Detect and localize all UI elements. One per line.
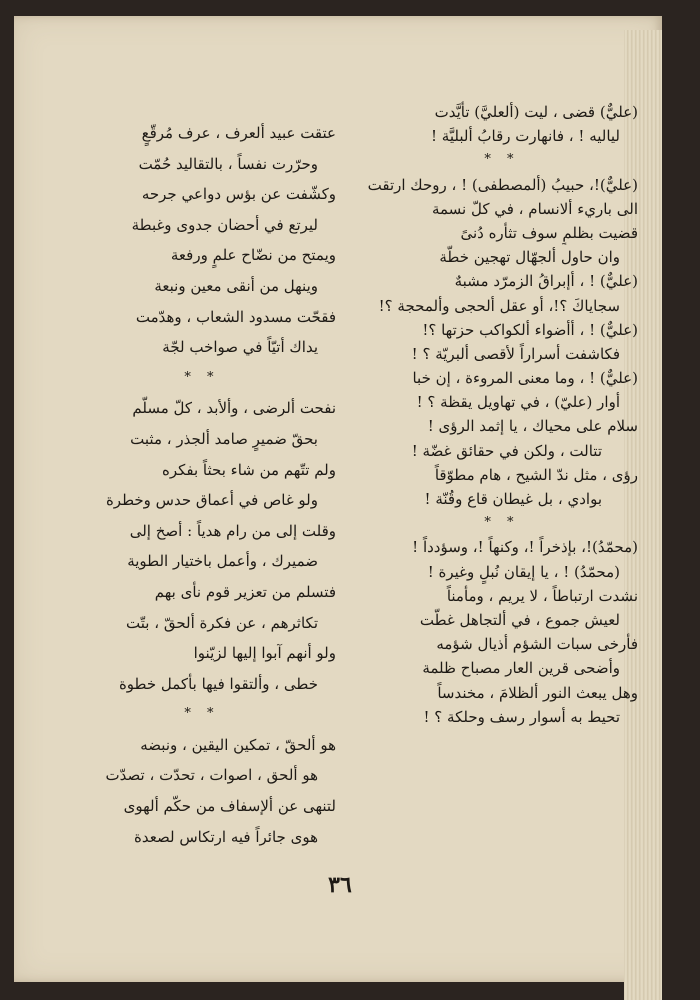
verse-line: فقحّت مسدود الشعاب ، وهدّمت: [135, 307, 336, 326]
verse-line: هوى جائراً فيه ارتكاس لصعدة: [134, 827, 318, 846]
verse-line: وهل يبعث النور ألظلامَ ، مخندساً: [437, 683, 638, 702]
verse-line: ليرتع في أحضان جدوى وغبطة: [131, 215, 318, 234]
verse-line: عتقت عبيد ألعرف ، عرف مُرقّعٍ: [141, 124, 336, 142]
verse-line: (عليٌّ) ! ، وما معنى المروءة ، إن خبا: [412, 369, 638, 388]
verse-line: وينهل من أنقى معين ونبعة: [154, 276, 318, 295]
left-column: [68, 118, 336, 852]
verse-line: أوار (عليّ) ، في تهاويل يقظة ؟ !: [416, 393, 620, 412]
verse-line: هو ألحقّ ، تمكين اليقين ، ونبضه: [140, 735, 336, 754]
verse-line: ضميرك ، وأعمل باختيار الطوية: [127, 552, 318, 571]
verse-line: (عليٌّ) ! ، أأضواء ألكواكب حزتها ؟!: [422, 320, 638, 339]
verse-line: (عليٌّ) ! ، أإبراقُ الزمرّد مشبهٌ: [454, 272, 638, 291]
verse-line: لتنهى عن ألإسفاف من حكّم ألهوى: [123, 797, 336, 816]
verse-line: لعيش جموع ، في ألتجاهل غطّت: [419, 610, 620, 629]
verse-line: هو ألحق ، اصوات ، تحدّت ، تصدّت: [105, 766, 318, 785]
verse-line: تتالت ، ولكن في حقائق غضّة !: [411, 441, 602, 460]
verse-line: نشدت ارتباطاً ، لا يريم ، ومأمناً: [446, 586, 638, 605]
verse-line: يداك أتيّاً في صواخب لجّة: [162, 338, 318, 357]
verse-line: لياليه ! ، فانهارت رقابُ ألبليَّة !: [431, 127, 620, 146]
verse-line: تحيط به أسوار رسف وحلكة ؟ !: [423, 707, 620, 726]
verse-line: ولو أنهم آبوا إليها لزيّنوا: [193, 644, 336, 663]
verse-line: ويمتح من نضّاح علمٍ ورفعة: [170, 246, 336, 265]
verse-line: وأضحى قرين العار مصباح ظلمة: [422, 659, 620, 678]
verse-line: فأرخى سبات الشؤم أذيال شؤمه: [436, 635, 638, 654]
verse-line: سلام على محياك ، يا إثمد الرؤى !: [427, 417, 638, 436]
verse-line: وقلت إلى من رام هدياً : أصخ إلى: [129, 521, 336, 540]
page-number: ٣٦: [328, 872, 352, 898]
verse-line: بحقّ ضميرٍ صامد ألجذر ، مثبت: [130, 429, 318, 448]
verse-line: ولو غاص في أعماق حدس وخطرة: [105, 491, 318, 510]
verse-line: تكاثرهم ، عن فكرة ألحقّ ، بتّت: [126, 613, 318, 632]
verse-line: وحرّرت نفساً ، بالتقاليد حُمّت: [138, 154, 318, 173]
section-divider: * *: [184, 706, 220, 722]
verse-line: الى باريء ألانسام ، في كلّ نسمة: [431, 199, 638, 218]
verse-line: بوادي ، بل غيطان قاع وقُنّة !: [424, 490, 602, 508]
verse-line: رؤى ، مثل ندّ الشيح ، هام مطوّقاً: [434, 465, 638, 484]
verse-line: (محمّدُ)!، بإذخراً !، وكنهاً !، وسؤدداً !: [412, 538, 638, 557]
verse-line: (عليٌّ)!، حبيبُ (ألمصطفى) ! ، روحك ارتقت: [367, 175, 638, 194]
section-divider: * *: [184, 369, 220, 385]
verse-line: نفحت ألرضى ، وألأبد ، كلّ مسلّم: [132, 399, 336, 418]
verse-line: ولم تتّهم من شاء بحثاً بفكره: [161, 460, 336, 479]
right-column: [366, 100, 638, 729]
verse-line: وان حاول ألجهّال تهجين خطّة: [439, 248, 620, 267]
verse-line: فكاشفت أسراراً لأقصى ألبريّة ؟ !: [411, 344, 620, 363]
verse-line: خطى ، وألتقوا فيها بأكمل خطوة: [118, 674, 318, 693]
section-divider: * *: [484, 152, 520, 168]
verse-line: فتسلم من تعزير قوم نأى بهم: [154, 582, 336, 601]
verse-line: وكشّفت عن بؤس دواعي جرحه: [141, 185, 336, 204]
verse-line: قضيت بظلمٍ سوف تثأره دُنىً: [460, 223, 638, 242]
verse-line: (محمّدُ) ! ، يا إيقان نُبلٍ وغيرة !: [427, 562, 620, 581]
verse-line: (عليٌّ) قضى ، ليت (ألعليَّ) تأيَّدت: [434, 103, 638, 121]
section-divider: * *: [484, 515, 520, 531]
verse-line: سجاياكَ ؟!، أو عقل ألحجى وألمحجة ؟!: [378, 296, 620, 315]
